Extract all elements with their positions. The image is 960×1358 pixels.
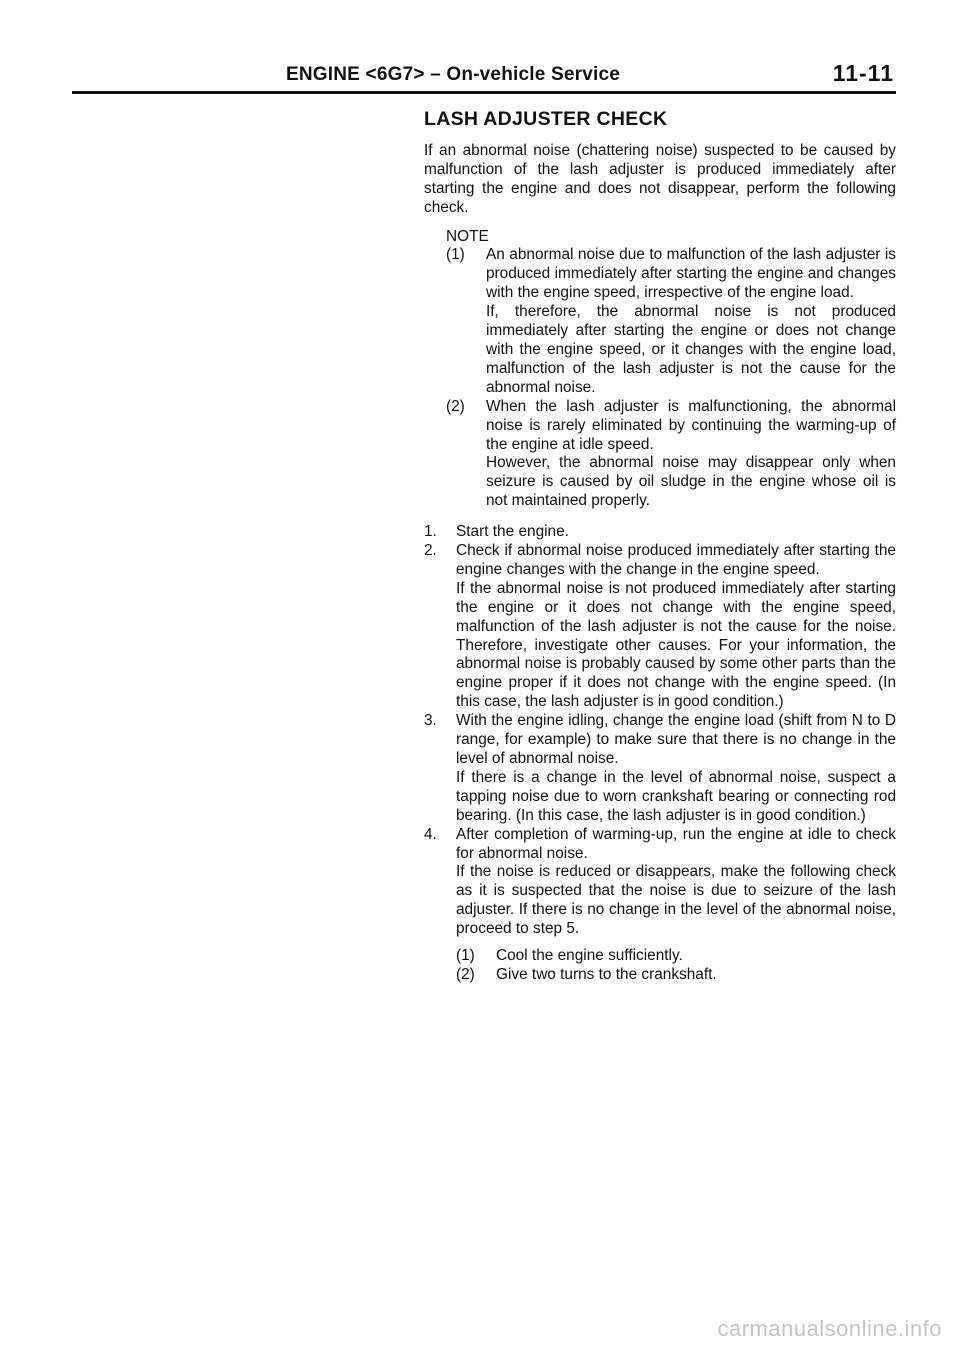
step-number: 1.: [424, 523, 437, 541]
step-1: [424, 523, 896, 542]
note-item-2: [446, 398, 896, 511]
watermark-text[interactable]: carmanualsonline.info: [717, 1316, 942, 1341]
step-body: [456, 542, 896, 712]
note-item-body: [486, 246, 896, 397]
step-number: 3.: [424, 712, 437, 730]
step-paragraph: Check if abnormal noise produced immediately after starting the engine changes with the change in the engine speed.: [456, 542, 896, 578]
note-item-paragraph: An abnormal noise due to malfunction of the lash adjuster is produced immediately after starting the engine and changes with the engine speed, irrespective of the engine load.: [486, 246, 896, 302]
sub-step-list: [456, 947, 896, 985]
sub-step-text: Cool the engine sufficiently.: [496, 947, 683, 965]
step-paragraph: Start the engine.: [456, 523, 569, 541]
note-item-body: [486, 398, 896, 511]
note-item-paragraph: However, the abnormal noise may disappear only when seizure is caused by oil sludge in the engine whose oil is not maintained properly.: [486, 454, 896, 510]
note-item-1: [446, 246, 896, 397]
sub-step-number: (2): [456, 965, 475, 983]
step-2: [424, 542, 896, 712]
note-block: [446, 228, 896, 512]
note-item-number: (1): [446, 246, 465, 264]
step-3: [424, 712, 896, 825]
page-header: [72, 60, 896, 90]
step-list: [424, 523, 896, 985]
sub-step-number: (1): [456, 947, 475, 965]
step-4: [424, 826, 896, 985]
page-number: 11-11: [832, 60, 894, 86]
step-body: [456, 523, 896, 542]
note-item-number: (2): [446, 397, 465, 415]
header-rule: [72, 91, 896, 94]
sub-step-2: [456, 966, 896, 985]
step-paragraph: If the abnormal noise is not produced immediately after starting the engine or it does not change with the engine speed, malfunction of the lash adjuster is not the cause for the noise. Therefore, investigate other causes. For your information, the abnormal noise is probably caused by some other parts than the engine proper if it does not change with the engine speed. (In this case, the lash adjuster is in good condition.): [456, 579, 896, 711]
note-item-paragraph: If, therefore, the abnormal noise is not produced immediately after starting the engine or does not change with the engine speed, or it changes with the engine load, malfunction of the lash adjuster is not the cause for the abnormal noise.: [486, 303, 896, 396]
step-body: [456, 712, 896, 825]
step-number: 2.: [424, 542, 437, 560]
main-content: [424, 110, 896, 985]
intro-paragraph: If an abnormal noise (chattering noise) suspected to be caused by malfunction of the lash adjuster is produced immediately after starting the engine and does not disappear, perform the following check.: [424, 141, 896, 216]
section-title: LASH ADJUSTER CHECK: [424, 108, 668, 130]
step-paragraph: With the engine idling, change the engine load (shift from N to D range, for example) to make sure that there is no change in the level of abnormal noise.: [456, 712, 896, 767]
sub-step-1: [456, 947, 896, 966]
step-body: [456, 826, 896, 985]
header-title: ENGINE <6G7> – On-vehicle Service: [286, 64, 620, 85]
sub-step-text: Give two turns to the crankshaft.: [496, 965, 717, 983]
step-paragraph: If the noise is reduced or disappears, make the following check as it is suspected that the noise is due to seizure of the lash adjuster. If there is no change in the level of the abnormal noise, proceed to step 5.: [456, 863, 896, 938]
step-paragraph: After completion of warming-up, run the engine at idle to check for abnormal noise.: [456, 825, 896, 862]
step-paragraph: If there is a change in the level of abnormal noise, suspect a tapping noise due to worn crankshaft bearing or connecting rod bearing. (In this case, the lash adjuster is in good condition.): [456, 768, 896, 824]
step-number: 4.: [424, 825, 437, 843]
note-label: NOTE: [446, 227, 489, 245]
note-item-paragraph: When the lash adjuster is malfunctioning, the abnormal noise is rarely eliminated by continuing the warming-up of the engine at idle speed.: [486, 397, 896, 453]
